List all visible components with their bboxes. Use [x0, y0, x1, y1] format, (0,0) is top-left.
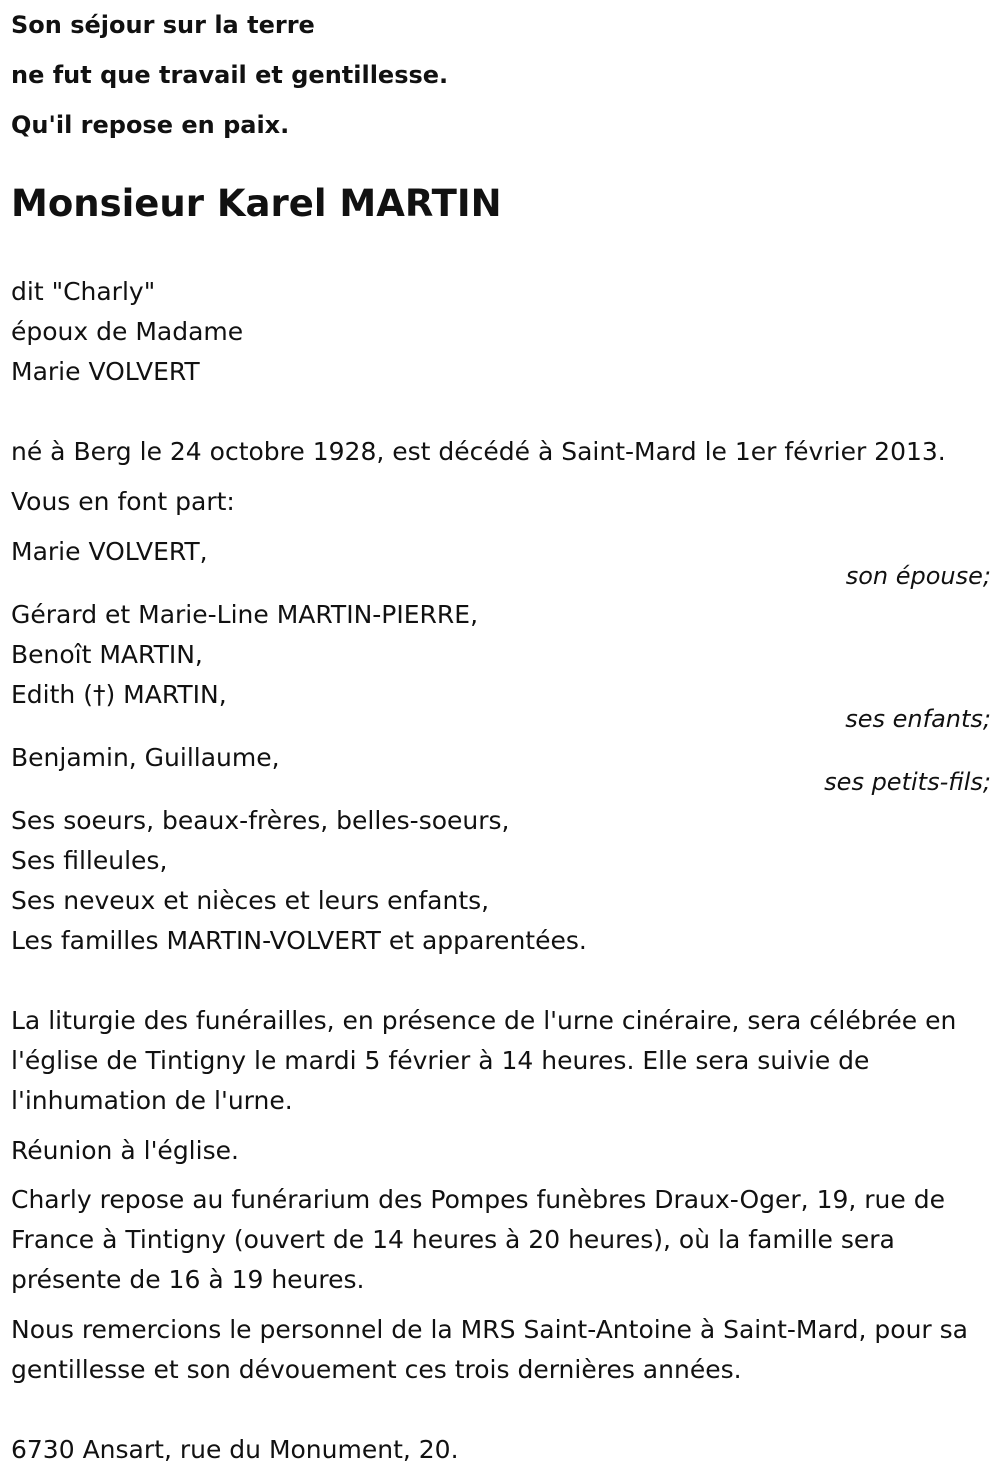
- announce: Vous en font part:: [11, 487, 235, 516]
- spouse-line-2: Marie VOLVERT: [11, 357, 200, 386]
- family-grandchildren: Benjamin, Guillaume,: [11, 743, 280, 772]
- family-child: Gérard et Marie-Line MARTIN-PIERRE,: [11, 600, 479, 629]
- meeting-paragraph: Réunion à l'église.: [11, 1136, 239, 1165]
- liturgy-paragraph: La liturgie des funérailles, en présence de l'urne cinéraire, sera célébrée en l'église de Tintigny le mardi 5 février à 14 heures. Elle sera suivie de l'inhumation de l'urne.: [11, 1006, 957, 1115]
- funerarium-paragraph: Charly repose au funérarium des Pompes funèbres Draux-Oger, 19, rue de France à Tintigny (ouvert de 14 heures à 20 heures), où la famille sera présente de 16 à 19 heures.: [11, 1185, 945, 1294]
- children-role: ses enfants;: [845, 705, 991, 733]
- deceased-name: Monsieur Karel MARTIN: [11, 182, 502, 225]
- motto-line-2: ne fut que travail et gentillesse.: [11, 61, 449, 89]
- family-spouse: Marie VOLVERT,: [11, 537, 208, 566]
- grandchildren-role: ses petits-fils;: [824, 768, 991, 796]
- thanks-paragraph: Nous remercions le personnel de la MRS Saint-Antoine à Saint-Mard, pour sa gentillesse et son dévouement ces trois dernières années.: [11, 1315, 968, 1384]
- spouse-line-1: époux de Madame: [11, 317, 244, 346]
- family-other: Ses neveux et nièces et leurs enfants,: [11, 886, 490, 915]
- family-child: Benoît MARTIN,: [11, 640, 203, 669]
- family-other: Ses filleules,: [11, 846, 168, 875]
- spouse-role: son épouse;: [845, 562, 991, 590]
- birth-death: né à Berg le 24 octobre 1928, est décédé à Saint-Mard le 1er février 2013.: [11, 437, 946, 466]
- family-other: Ses soeurs, beaux-frères, belles-soeurs,: [11, 806, 510, 835]
- family-other: Les familles MARTIN-VOLVERT et apparentées.: [11, 926, 587, 955]
- address: 6730 Ansart, rue du Monument, 20.: [11, 1435, 459, 1464]
- motto-line-3: Qu'il repose en paix.: [11, 111, 290, 139]
- nickname: dit "Charly": [11, 277, 156, 306]
- motto-line-1: Son séjour sur la terre: [11, 11, 315, 39]
- family-child: Edith (†) MARTIN,: [11, 680, 227, 709]
